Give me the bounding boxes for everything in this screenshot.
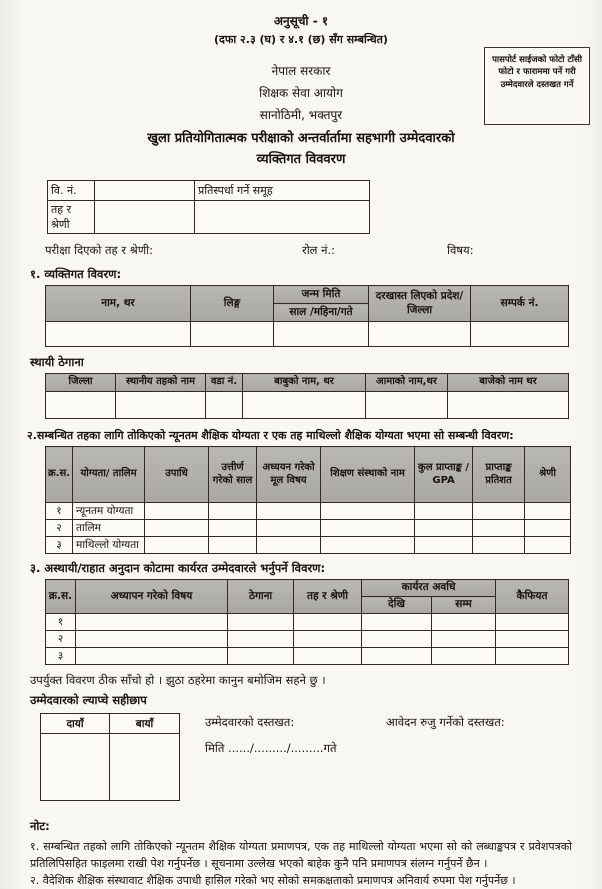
header-row xyxy=(46,447,571,503)
photo-instruction-text: पासपोर्ट साईजको फोटो टाँसी फोटो र फाराममा पर्ने गरी उम्मेदवारले दस्तखत गर्ने xyxy=(492,55,582,90)
col-header-sn: क्र.स. xyxy=(46,580,76,614)
father-name-input[interactable] xyxy=(243,392,366,419)
permanent-address-table xyxy=(45,373,569,419)
competition-group-input[interactable] xyxy=(195,201,370,234)
input-cell[interactable] xyxy=(257,520,321,537)
input-cell[interactable] xyxy=(432,648,496,665)
input-cell[interactable] xyxy=(321,520,415,537)
table-row xyxy=(46,648,569,665)
signature-row xyxy=(0,713,602,809)
col-header-ward: वडा नं. xyxy=(206,374,243,392)
roll-number-label: रोल नं.: xyxy=(302,243,336,257)
district-applied-input[interactable] xyxy=(369,322,471,347)
input-cell[interactable] xyxy=(228,648,294,665)
input-cell[interactable] xyxy=(362,648,432,665)
input-cell[interactable] xyxy=(209,503,257,520)
qualification-table xyxy=(45,446,571,554)
table-row xyxy=(46,503,571,520)
input-cell[interactable] xyxy=(257,503,321,520)
input-cell[interactable] xyxy=(473,503,525,520)
header-row xyxy=(46,580,569,597)
input-cell[interactable] xyxy=(257,537,321,554)
col-header-degree: उपाधि xyxy=(145,447,209,503)
col-header-percentage: प्राप्ताङ्क प्रतिशत xyxy=(473,447,525,503)
col-header-service-period: कार्यरत अवधि xyxy=(362,580,496,597)
section1-title: १. व्यक्तिगत विवरण: xyxy=(30,267,122,281)
exam-level-label: परीक्षा दिएको तह र श्रेणी: xyxy=(45,243,153,257)
input-cell[interactable] xyxy=(496,631,569,648)
table-row xyxy=(46,537,571,554)
col-header-father-name: बाबुको नाम, थर xyxy=(243,374,366,392)
dob-input[interactable] xyxy=(274,322,369,347)
photo-signature-box[interactable] xyxy=(484,47,590,125)
input-cell[interactable] xyxy=(145,537,209,554)
gender-input[interactable] xyxy=(191,322,274,347)
input-cell[interactable] xyxy=(76,614,228,631)
col-header-contact: सम्पर्क नं. xyxy=(471,286,569,322)
col-header-name: नाम, थर xyxy=(46,286,191,322)
form-title-line1: खुला प्रतियोगितात्मक परीक्षाको अन्तर्वार्तामा सहभागी उम्मेदवारको xyxy=(147,131,455,146)
declaration-statement: उपर्युक्त विवरण ठीक साँचो हो । झुठा ठहरेमा कानुन बमोजिम सहने छु । xyxy=(30,673,326,687)
header-row xyxy=(46,374,569,392)
table-row xyxy=(46,631,569,648)
input-cell[interactable] xyxy=(294,648,362,665)
candidate-signature-label: उम्मेदवारको दस्तखत: xyxy=(205,715,295,729)
input-cell[interactable] xyxy=(321,537,415,554)
col-header-dob-format: साल /महिना/गते xyxy=(274,304,369,322)
local-level-input[interactable] xyxy=(116,392,206,419)
input-cell[interactable] xyxy=(145,503,209,520)
subject-label: विषय: xyxy=(447,243,474,257)
table-row xyxy=(46,614,569,631)
input-cell[interactable] xyxy=(321,503,415,520)
col-header-dob: जन्म मिति xyxy=(274,286,369,304)
row-sn: ३ xyxy=(46,537,73,554)
table-row xyxy=(48,201,370,234)
header-row xyxy=(46,286,569,304)
input-cell[interactable] xyxy=(415,520,473,537)
thumb-right-label: दायाँ xyxy=(41,714,110,734)
org-government: नेपाल सरकार xyxy=(271,64,331,78)
input-cell[interactable] xyxy=(432,614,496,631)
input-cell[interactable] xyxy=(209,537,257,554)
input-cell[interactable] xyxy=(145,520,209,537)
row-sn: ३ xyxy=(46,648,76,665)
org-location: सानोठिमी, भक्तपुर xyxy=(259,108,343,122)
input-cell[interactable] xyxy=(228,631,294,648)
col-header-total-marks: कुल प्राप्ताङ्क / GPA xyxy=(415,447,473,503)
ad-number-label: वि. नं. xyxy=(48,181,95,201)
contact-input[interactable] xyxy=(471,322,569,347)
col-header-gender: लिङ्ग xyxy=(191,286,274,322)
col-header-main-subject: अध्ययन गरेको मूल विषय xyxy=(257,447,321,503)
input-cell[interactable] xyxy=(496,648,569,665)
date-line: मिति ....../........./.........गते xyxy=(205,741,337,755)
service-details-table xyxy=(45,579,569,665)
row-sn: १ xyxy=(46,614,76,631)
input-cell[interactable] xyxy=(473,537,525,554)
input-cell[interactable] xyxy=(432,631,496,648)
input-cell[interactable] xyxy=(228,614,294,631)
thumb-left-input[interactable] xyxy=(110,734,179,800)
ward-input[interactable] xyxy=(206,392,243,419)
thumb-left-label: बायाँ xyxy=(110,714,179,734)
level-class-label: तह र श्रेणी xyxy=(48,201,95,234)
row-label-minimum-qualification: न्यूनतम योग्यता xyxy=(73,503,145,520)
col-header-district: जिल्ला xyxy=(46,374,116,392)
annex-title: अनुसूची - १ xyxy=(273,14,329,28)
col-header-remarks: कैफियत xyxy=(496,580,569,614)
input-cell[interactable] xyxy=(525,537,571,554)
col-header-division: श्रेणी xyxy=(525,447,571,503)
col-header-to: सम्म xyxy=(432,597,496,614)
address-section-title: स्थायी ठेगाना xyxy=(30,355,84,369)
org-commission: शिक्षक सेवा आयोग xyxy=(259,86,343,100)
col-header-local-level: स्थानीय तहको नाम xyxy=(116,374,206,392)
personal-details-table xyxy=(45,285,569,347)
col-header-institution: शिक्षण संस्थाको नाम xyxy=(321,447,415,503)
col-header-level: तह र श्रेणी xyxy=(294,580,362,614)
thumb-right-input[interactable] xyxy=(41,734,110,800)
col-header-address: ठेगाना xyxy=(228,580,294,614)
input-cell[interactable] xyxy=(525,503,571,520)
advertisement-id-table xyxy=(47,180,370,234)
table-row xyxy=(46,520,571,537)
input-cell[interactable] xyxy=(76,648,228,665)
row-label-training: तालिम xyxy=(73,520,145,537)
note-item-2: २. वैदेशिक शैक्षिक संस्थावाट शैक्षिक उपाधी हासिल गरेको भए सोको समकक्षताको प्रमाणपत्र अनिवार्य रुपमा पेश गर्नुपर्नेछ । xyxy=(30,874,516,888)
col-header-sn: क्र.स. xyxy=(46,447,73,503)
level-class-input[interactable] xyxy=(95,201,195,234)
ad-number-input[interactable] xyxy=(95,181,195,201)
col-header-from: देखि xyxy=(362,597,432,614)
mother-name-input[interactable] xyxy=(366,392,448,419)
grandfather-name-input[interactable] xyxy=(448,392,569,419)
input-cell[interactable] xyxy=(496,614,569,631)
table-row xyxy=(46,322,569,347)
table-row xyxy=(48,181,370,201)
input-cell[interactable] xyxy=(525,520,571,537)
row-sn: २ xyxy=(46,631,76,648)
thumbprint-box xyxy=(40,713,180,801)
competition-group-label: प्रतिस्पर्धा गर्ने समूह xyxy=(195,181,370,201)
section2-title: २.सम्बन्धित तहका लागि तोकिएको न्यूनतम शैक्षिक योग्यता र एक तह माथिल्लो शैक्षिक योग्यता भएमा सो सम्बन्धी विवरण: xyxy=(27,429,514,442)
input-cell[interactable] xyxy=(76,631,228,648)
input-cell[interactable] xyxy=(473,520,525,537)
input-cell[interactable] xyxy=(362,614,432,631)
input-cell[interactable] xyxy=(415,537,473,554)
notes-section xyxy=(30,819,572,889)
name-input[interactable] xyxy=(46,322,191,347)
note-item-1: १. सम्बन्धित तहको लागि तोकिएको न्यूनतम शैक्षिक योग्यता प्रमाणपत्र, एक तह माथिल्लो योग्यता भएमा सो को लब्धाङ्कपत्र र प्रवेशपत्रको प्रतिलिपिसहित फाइलमा राखी पेश गर्नुपर्नेछ । सूचनामा उल्लेख भएको बाहेक कुनै पनि प्रमाणपत्र संलग्न गर्नुपर्ने छैन । xyxy=(30,840,572,871)
input-cell[interactable] xyxy=(294,631,362,648)
row-sn: १ xyxy=(46,503,73,520)
col-header-qualification: योग्यता/ तालिम xyxy=(73,447,145,503)
thumbprint-title: उम्मेदवारको ल्याप्चे सहीछाप xyxy=(30,693,147,707)
col-header-district-applied: दरखास्त लिएको प्रदेश/ जिल्ला xyxy=(369,286,471,322)
district-input[interactable] xyxy=(46,392,116,419)
col-header-pass-year: उत्तीर्ण गरेको साल xyxy=(209,447,257,503)
row-label-higher-qualification: माथिल्लो योग्यता xyxy=(73,537,145,554)
input-cell[interactable] xyxy=(362,631,432,648)
form-title-line2: व्यक्तिगत विववरण xyxy=(256,152,346,167)
table-row xyxy=(46,392,569,419)
col-header-mother-name: आमाको नाम,थर xyxy=(366,374,448,392)
notes-title: नोट: xyxy=(30,819,50,833)
exam-info-line xyxy=(0,243,602,257)
input-cell[interactable] xyxy=(294,614,362,631)
input-cell[interactable] xyxy=(209,520,257,537)
row-sn: २ xyxy=(46,520,73,537)
verifier-signature-label: आवेदन रुजु गर्नेको दस्तखत: xyxy=(386,715,505,729)
clause-line: (दफा २.३ (घ) र ४.१ (छ) सँग सम्बन्धित) xyxy=(214,33,388,46)
col-header-grandfather-name: बाजेको नाम थर xyxy=(448,374,569,392)
col-header-teaching-subject: अध्यापन गरेको विषय xyxy=(76,580,228,614)
input-cell[interactable] xyxy=(415,503,473,520)
section3-title: ३. अस्थायी/राहात अनुदान कोटामा कार्यरत उम्मेदवारले भर्नुपर्ने विवरण: xyxy=(30,561,326,575)
